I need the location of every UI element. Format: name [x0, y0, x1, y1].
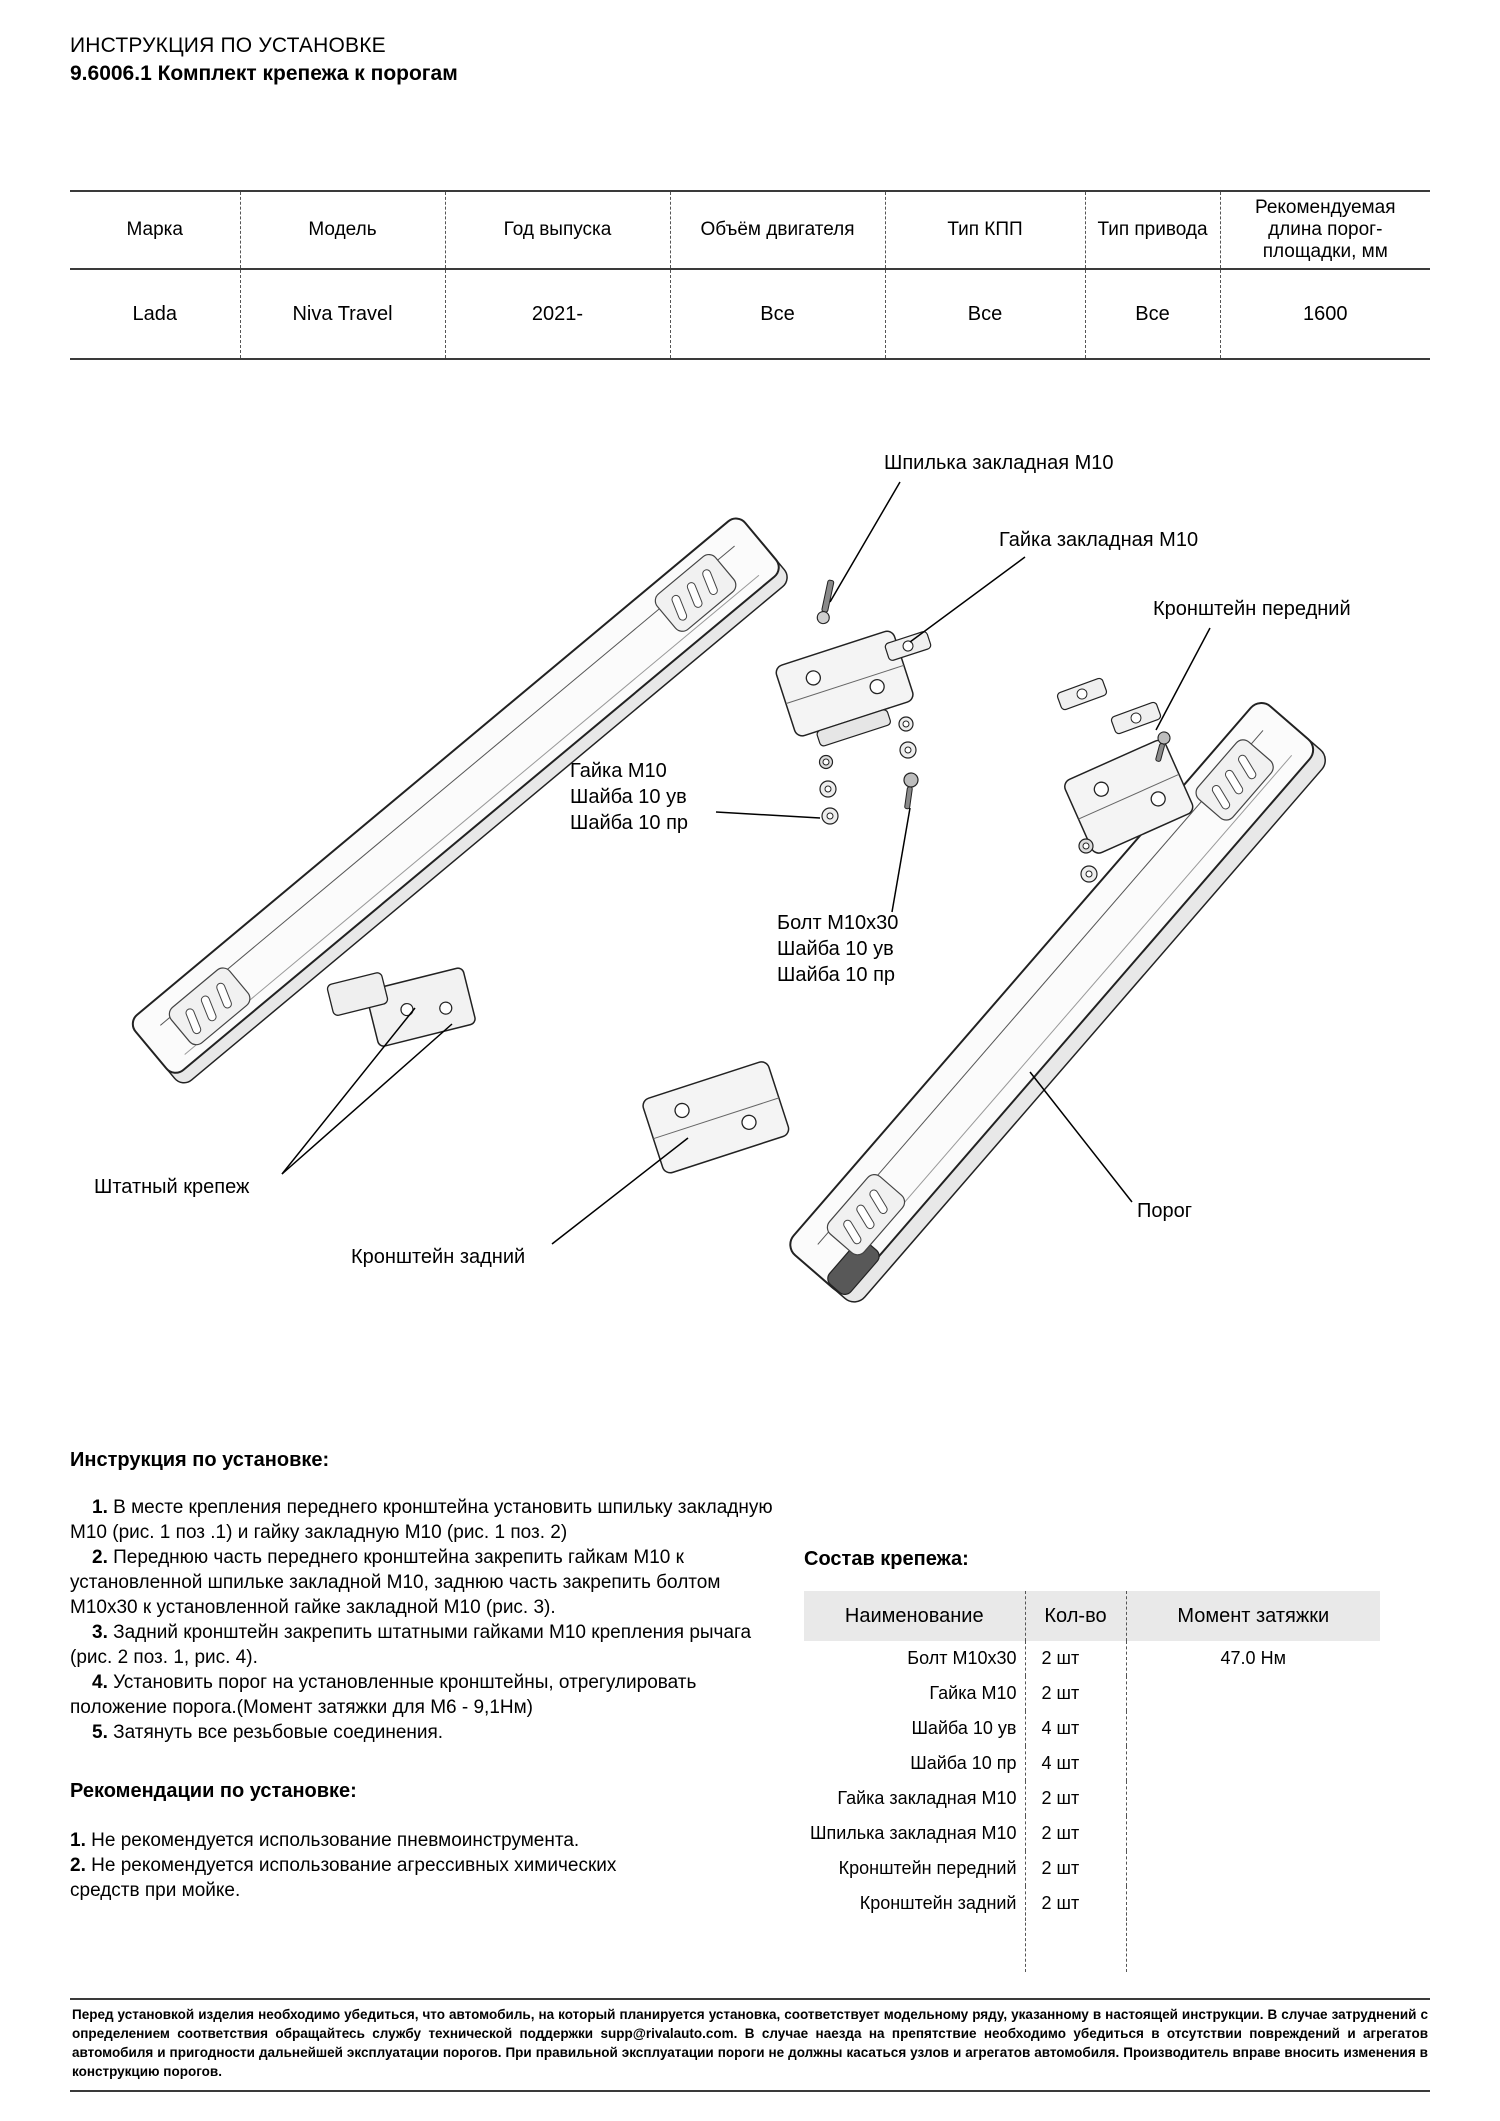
- parts-row: [804, 1851, 1380, 1886]
- instruction-step: [70, 1720, 778, 1745]
- running-board-right-drawing: [785, 697, 1331, 1307]
- vehicle-table-header: [70, 191, 1430, 269]
- column-divider: [1025, 1902, 1026, 1972]
- cell-model: Niva Travel: [240, 269, 445, 359]
- exploded-view-diagram: [70, 432, 1430, 1342]
- part-qty: 2 шт: [1025, 1816, 1126, 1851]
- part-torque: 47.0 Нм: [1220, 1648, 1286, 1668]
- instruction-step: [70, 1670, 778, 1720]
- parts-row: [804, 1781, 1380, 1816]
- label-stud: Шпилька закладная М10: [884, 452, 1114, 474]
- cell-length: 1600: [1220, 269, 1430, 359]
- cell-year: 2021-: [445, 269, 670, 359]
- cell-engine: Все: [670, 269, 885, 359]
- step-number: 1.: [92, 1497, 108, 1518]
- label-bolt: Болт М10х30: [777, 912, 899, 934]
- part-name: Болт М10х30: [804, 1641, 1025, 1676]
- part-qty: 4 шт: [1025, 1711, 1126, 1746]
- parts-row: [804, 1746, 1380, 1781]
- item-number: 2.: [70, 1855, 86, 1876]
- part-name: Кронштейн передний: [804, 1851, 1025, 1886]
- item-text: Не рекомендуется использование агрессивных химических средств при мойке.: [70, 1855, 617, 1901]
- part-name: Шпилька закладная М10: [804, 1816, 1025, 1851]
- product-title: 9.6006.1 Комплект крепежа к порогам: [70, 62, 458, 85]
- label-bolt-group: [777, 910, 898, 988]
- bolt-washers-drawing: [899, 717, 919, 810]
- stud-drawing: [816, 579, 837, 625]
- instruction-step: [70, 1545, 778, 1620]
- parts-table-header: [804, 1591, 1380, 1641]
- label-embedded-nut: Гайка закладная М10: [999, 529, 1199, 551]
- column-divider: [1126, 1902, 1127, 1972]
- item-number: 1.: [70, 1830, 86, 1851]
- label-nut-group: [570, 758, 688, 836]
- cell-brand: Lada: [70, 269, 240, 359]
- exploded-diagram-drawing: [70, 432, 1430, 1342]
- instructions-heading: Инструкция по установке:: [70, 1449, 330, 1471]
- instructions-section: [70, 1448, 778, 1903]
- parts-heading: Состав крепежа:: [804, 1548, 969, 1570]
- label-oem-fastener: Штатный крепеж: [94, 1176, 250, 1198]
- label-bolt-washer-uv: Шайба 10 ув: [777, 938, 894, 960]
- instruction-steps: [70, 1495, 778, 1745]
- parts-section: [804, 1548, 1382, 1921]
- parts-row: [804, 1886, 1380, 1921]
- part-name: Гайка закладная М10: [804, 1781, 1025, 1816]
- part-qty: 2 шт: [1025, 1886, 1126, 1921]
- recommendation-item: [70, 1828, 628, 1853]
- nut-washers-drawing: [820, 756, 839, 825]
- document-title: ИНСТРУКЦИЯ ПО УСТАНОВКЕ: [70, 34, 386, 57]
- step-text: Задний кронштейн закрепить штатными гайками М10 крепления рычага (рис. 2 поз. 1, рис. 4).: [70, 1622, 752, 1668]
- label-nut: Гайка М10: [570, 760, 667, 782]
- step-text: Установить порог на установленные кронштейны, отрегулировать положение порога.(Момент затяжки для М6 - 9,1Нм): [70, 1672, 697, 1718]
- part-torque: [1126, 1781, 1380, 1816]
- cell-gearbox: Все: [885, 269, 1085, 359]
- parts-row: [804, 1676, 1380, 1711]
- footer-notice: [70, 1998, 1430, 2092]
- part-qty: 2 шт: [1025, 1781, 1126, 1816]
- vehicle-table-row: [70, 269, 1430, 359]
- item-text: Не рекомендуется использование пневмоинструмента.: [85, 1830, 580, 1851]
- part-torque: [1126, 1676, 1380, 1711]
- part-qty: 2 шт: [1025, 1851, 1126, 1886]
- step-text: Переднюю часть переднего кронштейна закрепить гайкам М10 к установленной шпильке закладной М10, заднюю часть закрепить болтом М10х30 к установленной гайке закладной М10 (рис. 3).: [70, 1547, 721, 1618]
- parts-col-name: Наименование: [804, 1591, 1025, 1641]
- step-number: 3.: [92, 1622, 108, 1643]
- instruction-step: [70, 1620, 778, 1670]
- parts-col-qty: Кол-во: [1025, 1591, 1126, 1641]
- part-qty: 4 шт: [1025, 1746, 1126, 1781]
- label-running-board: Порог: [1137, 1200, 1193, 1222]
- step-number: 5.: [92, 1722, 108, 1743]
- parts-row: [804, 1641, 1380, 1676]
- step-text: В месте крепления переднего кронштейна установить шпильку закладную М10 (рис. 1 поз .1) и гайку закладную М10 (рис. 1 поз. 2): [70, 1497, 773, 1543]
- label-washer-pr: Шайба 10 пр: [570, 812, 689, 834]
- document-header: [70, 34, 458, 86]
- col-header-drive: Тип привода: [1085, 191, 1220, 269]
- vehicle-table: [70, 190, 1430, 360]
- part-torque: [1126, 1886, 1380, 1921]
- cell-drive: Все: [1085, 269, 1220, 359]
- part-torque: [1126, 1711, 1380, 1746]
- part-qty: 2 шт: [1025, 1676, 1126, 1711]
- part-torque: [1126, 1816, 1380, 1851]
- instruction-step: [70, 1495, 778, 1545]
- recommendations-heading: Рекомендации по установке:: [70, 1780, 357, 1802]
- col-header-year: Год выпуска: [445, 191, 670, 269]
- part-name: Шайба 10 ув: [804, 1711, 1025, 1746]
- part-name: Кронштейн задний: [804, 1886, 1025, 1921]
- step-text: Затянуть все резьбовые соединения.: [107, 1722, 444, 1743]
- part-qty: 2 шт: [1025, 1641, 1126, 1676]
- label-rear-bracket: Кронштейн задний: [351, 1246, 526, 1268]
- part-name: Шайба 10 пр: [804, 1746, 1025, 1781]
- part-torque: [1126, 1746, 1380, 1781]
- parts-col-torque: Момент затяжки: [1126, 1591, 1380, 1641]
- col-header-brand: Марка: [70, 191, 240, 269]
- parts-table: [804, 1591, 1380, 1921]
- col-header-gearbox: Тип КПП: [885, 191, 1085, 269]
- footer-text: Перед установкой изделия необходимо убедиться, что автомобиль, на который планируется установка, соответствует модельному ряду, указанному в настоящей инструкции. В случае затруднений с определением соответствия обращайтесь службу технической поддержки supp@rivalauto.com. В случае наезда на препятствие необходимо убедиться в отсутствии повреждений и агрегатов автомобиля и пригодности дальнейшей эксплуатации порогов. При правильной эксплуатации пороги не должны касаться узлов и агрегатов автомобиля. Производитель вправе вносить изменения в конструкцию порогов.: [72, 2007, 1428, 2080]
- label-bolt-washer-pr: Шайба 10 пр: [777, 964, 896, 986]
- recommendation-item: [70, 1853, 628, 1903]
- parts-row: [804, 1711, 1380, 1746]
- label-washer-uv: Шайба 10 ув: [570, 786, 687, 808]
- col-header-model: Модель: [240, 191, 445, 269]
- col-header-engine: Объём двигателя: [670, 191, 885, 269]
- part-torque: [1126, 1851, 1380, 1886]
- label-front-bracket: Кронштейн передний: [1153, 598, 1351, 620]
- part-name: Гайка М10: [804, 1676, 1025, 1711]
- parts-row: [804, 1816, 1380, 1851]
- step-number: 2.: [92, 1547, 108, 1568]
- step-number: 4.: [92, 1672, 108, 1693]
- recommendation-items: [70, 1828, 628, 1903]
- col-header-length: Рекомендуемая длина порог-площадки, мм: [1220, 191, 1430, 269]
